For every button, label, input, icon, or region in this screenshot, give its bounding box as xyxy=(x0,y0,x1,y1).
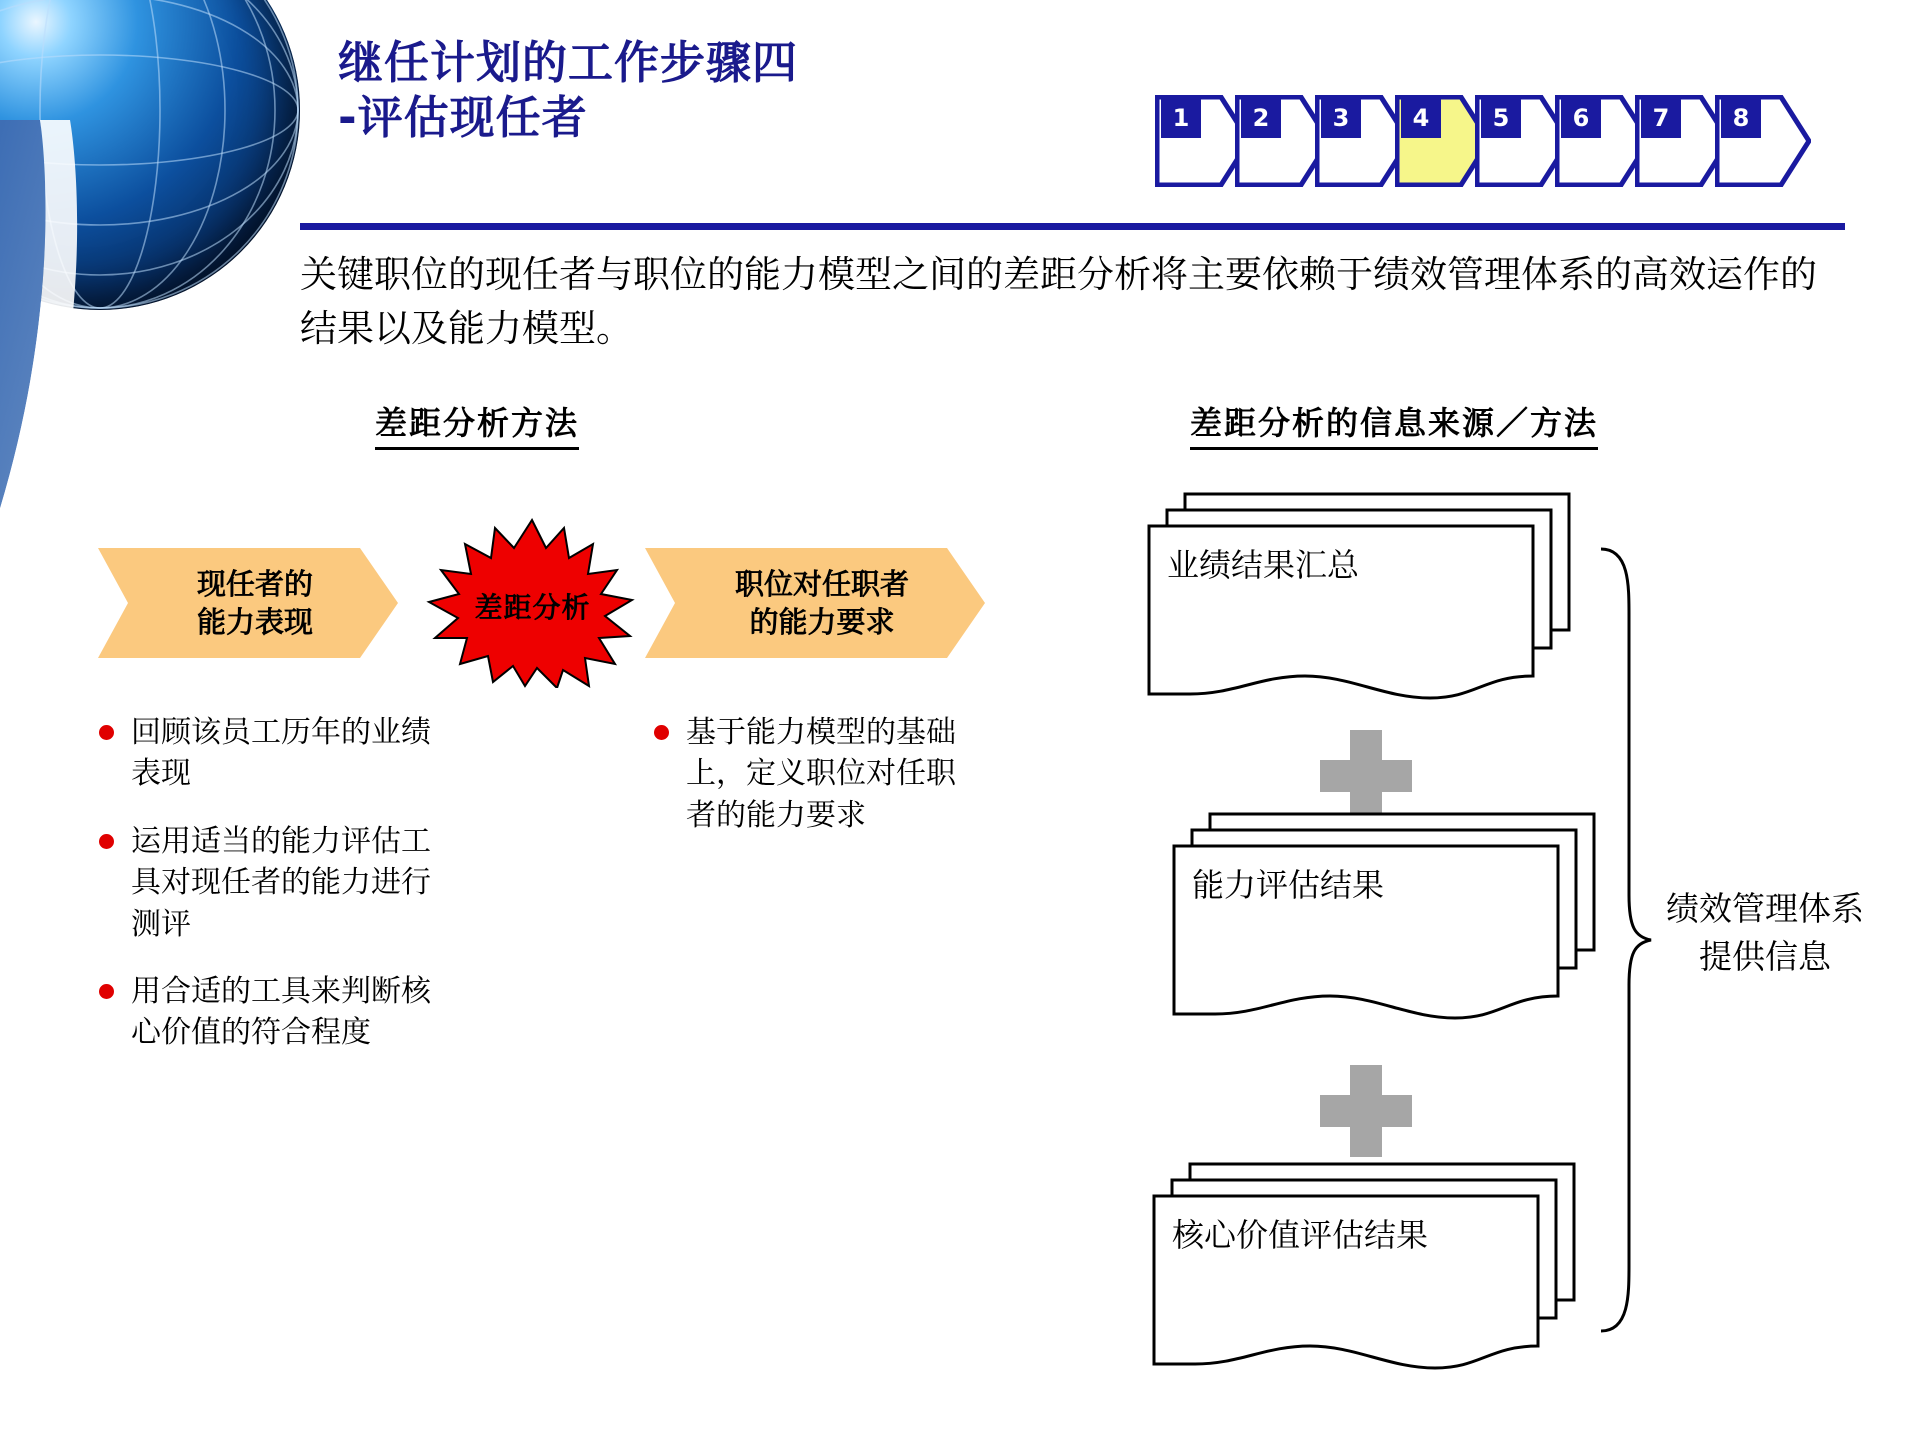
step-number-4: 4 xyxy=(1401,98,1441,138)
document-label: 能力评估结果 xyxy=(1192,866,1385,904)
brace-label: 绩效管理体系提供信息 xyxy=(1666,889,1864,976)
step-number-1: 1 xyxy=(1161,98,1201,138)
lead-paragraph: 关键职位的现任者与职位的能力模型之间的差距分析将主要依赖于绩效管理体系的高效运作的结果以及能力模型。 xyxy=(300,253,1817,351)
list-item: 用合适的工具来判断核心价值的符合程度 xyxy=(95,971,455,1054)
banner-role-requirement xyxy=(645,548,985,658)
banner-left-line-2: 能力表现 xyxy=(196,605,313,639)
step-number-8: 8 xyxy=(1721,98,1761,138)
curly-brace xyxy=(1595,545,1655,1335)
banner-right-line-2: 的能力要求 xyxy=(749,605,895,639)
document-stack-icon xyxy=(1145,490,1575,710)
document-stack-capability xyxy=(1170,810,1600,1030)
banner-right-line-1: 职位对任职者 xyxy=(734,566,909,601)
step-chevron-bar xyxy=(1155,95,1855,195)
step-number-6: 6 xyxy=(1561,98,1601,138)
document-label: 业绩结果汇总 xyxy=(1167,546,1360,584)
document-stack-icon xyxy=(1170,810,1600,1030)
banner-left-line-1: 现任者的 xyxy=(196,566,313,601)
banner-right-text xyxy=(721,565,909,642)
step-number-2: 2 xyxy=(1241,98,1281,138)
page-title xyxy=(338,36,1098,146)
plus-icon-2 xyxy=(1320,1065,1412,1157)
document-stack-icon xyxy=(1150,1160,1580,1380)
starburst-label: 差距分析 xyxy=(474,591,591,624)
list-item: 运用适当的能力评估工具对现任者的能力进行测评 xyxy=(95,821,455,945)
title-line-2: -评估现任者 xyxy=(338,90,588,144)
banner-current-capability xyxy=(98,548,398,658)
list-item: 基于能力模型的基础上，定义职位对任职者的能力要求 xyxy=(650,712,980,836)
step-number-7: 7 xyxy=(1641,98,1681,138)
title-line-1: 继任计划的工作步骤四 xyxy=(338,36,799,89)
banner-left-text xyxy=(183,565,313,642)
document-stack-core-values xyxy=(1150,1160,1580,1380)
document-stack-performance xyxy=(1145,490,1575,710)
bullet-list-right xyxy=(650,712,980,862)
step-chevron-8[interactable] xyxy=(1715,95,1811,187)
document-label: 核心价值评估结果 xyxy=(1172,1216,1429,1254)
plus-icon-1 xyxy=(1320,730,1412,822)
list-item: 回顾该员工历年的业绩表现 xyxy=(95,712,455,795)
section-heading-right: 差距分析的信息来源／方法 xyxy=(1190,398,1598,450)
step-number-3: 3 xyxy=(1321,98,1361,138)
bullet-list-left xyxy=(95,712,455,1080)
gap-analysis-starburst xyxy=(425,518,640,688)
section-heading-left: 差距分析方法 xyxy=(375,398,579,450)
title-divider xyxy=(300,223,1845,230)
step-number-5: 5 xyxy=(1481,98,1521,138)
